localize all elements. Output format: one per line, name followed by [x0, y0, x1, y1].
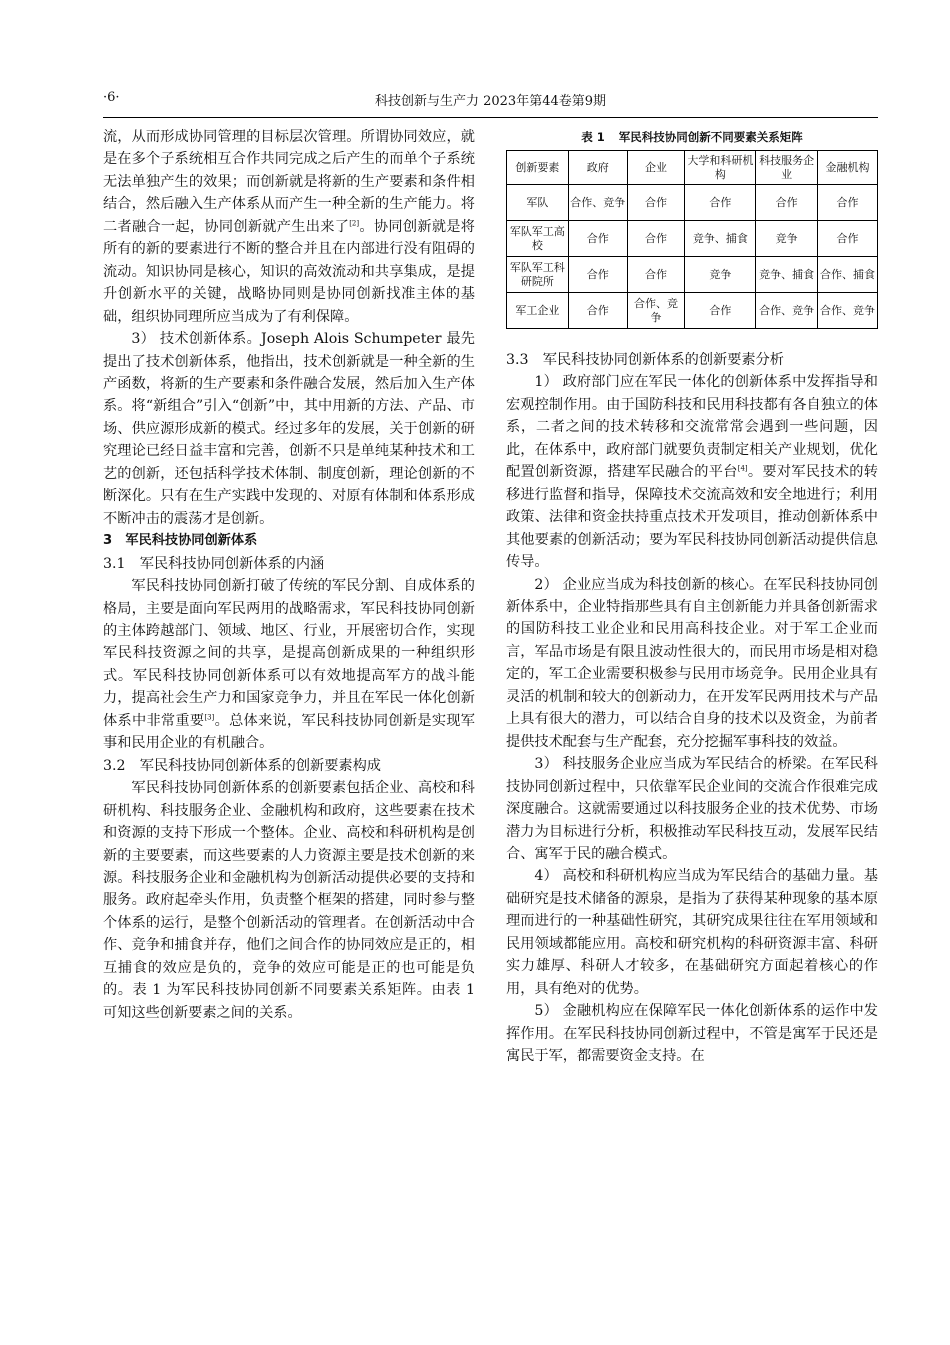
header-cell: 金融机构	[818, 151, 878, 185]
table-cell: 竞争、捕食	[685, 221, 756, 257]
right-column	[506, 349, 878, 1068]
row-label: 军工企业	[507, 293, 569, 329]
table-cell: 合作	[568, 221, 627, 257]
table-row	[507, 257, 878, 293]
paragraph: 5） 金融机构应在保障军民一体化创新体系的运作中发挥作用。在军民科技协同创新过程中，不管是寓军于民还是寓民于军，都需要资金支持。在	[506, 1003, 878, 1065]
paragraph: 军民科技协同创新打破了传统的军民分割、自成体系的格局，主要是面向军民两用的战略需求，军民科技协同创新的主体跨越部门、领域、地区、行业，开展密切合作，实现军民科技资源之间的共享，是提高创新成果的一种组织形式。军民科技协同创新体系可以有效地提高军方的战斗能力，提高社会生产力和国家竞争力，并且在军民一体化创新体系中非常重要[3]。总体来说，军民科技协同创新是实现军事和民用企业的有机融合。	[103, 578, 475, 752]
left-column	[103, 126, 475, 1024]
subsection-heading: 3.2 军民科技协同创新体系的创新要素构成	[103, 757, 381, 774]
header-cell: 创新要素	[507, 151, 569, 185]
paragraph: 1） 政府部门应在军民一体化的创新体系中发挥指导和宏观控制作用。由于国防科技和民用科技都有各自独立的体系，二者之间的技术转移和交流常常会遇到一些问题，因此，在体系中，政府部门就要负责制定相关产业规划，优化配置创新资源，搭建军民融合的平台[4]。要对军民技术的转移进行监督和指导，保障技术交流高效和安全地进行；利用政策、法律和资金扶持重点技术开发项目，推动创新体系中其他要素的创新活动；要为军民科技协同创新活动提供信息传导。	[506, 374, 878, 571]
table-cell: 竞争、捕食	[756, 257, 818, 293]
table-row	[507, 293, 878, 329]
table-cell: 合作	[685, 293, 756, 329]
table-header-row	[507, 151, 878, 185]
paragraph: 4） 高校和科研机构应当成为军民结合的基础力量。基础研究是技术储备的源泉，是指为了获得某种现象的基本原理而进行的一种基础性研究，其研究成果往往在军用领域和民用领域都能应用。高校和研究机构的科研资源丰富、科研实力雄厚、科研人才较多，在基础研究方面起着核心的作用，具有绝对的优势。	[506, 868, 878, 997]
table-caption: 表 1 军民科技协同创新不同要素关系矩阵	[581, 130, 803, 144]
table-cell: 合作	[685, 185, 756, 221]
page-number: ·6·	[103, 90, 120, 105]
table-cell: 合作	[627, 221, 685, 257]
table-1	[506, 127, 878, 329]
table-cell: 合作	[818, 221, 878, 257]
row-label: 军队军工科研院所	[507, 257, 569, 293]
table-row	[507, 185, 878, 221]
journal-title: 科技创新与生产力 2023年第44卷第9期	[374, 94, 607, 109]
subsection-heading: 3.3 军民科技协同创新体系的创新要素分析	[506, 352, 784, 368]
table-cell: 合作	[627, 185, 685, 221]
header-rule	[103, 117, 878, 118]
table-row	[507, 221, 878, 257]
paragraph: 2） 企业应当成为科技创新的核心。在军民科技协同创新体系中，企业特指那些具有自主创新能力并具备创新需求的国防科技工业企业和民用高科技企业。对于军工企业而言，军品市场是有限且波动性很大的，而民用市场是相对稳定的，军工企业需要积极参与民用市场竞争。民用企业具有灵活的机制和较大的创新动力，在开发军民两用技术与产品上具有很大的潜力，可以结合自身的技术以及资金，为前者提供技术配套与生产配套，充分挖掘军事科技的效益。	[506, 576, 878, 750]
table-cell: 合作、竞争	[818, 293, 878, 329]
paragraph: 3） 技术创新体系。Joseph Alois Schumpeter 最先提出了技术创新体系，他指出，技术创新就是一种全新的生产函数，将新的生产要素和条件融合发展，然后加入生产体系。将“新组合”引入“创新”中，其中用新的方法、产品、市场、供应源形成新的模式。经过多年的发展，关于创新的研究理论已经日益丰富和完善，创新不只是单纯某种技术和工艺的创新，还包括科学技术体制、制度创新，理论创新的不断深化。只有在生产实践中发现的、对原有体制和体系形成不断冲击的震荡才是创新。	[103, 331, 475, 527]
paragraph: 军民科技协同创新体系的创新要素包括企业、高校和科研机构、科技服务企业、金融机构和政府，这些要素在技术和资源的支持下形成一个整体。企业、高校和科研机构是创新的主要要素，而这些要素的人力资源主要是技术创新的来源。科技服务企业和金融机构为创新活动提供必要的支持和服务。政府起牵头作用，负责整个框架的搭建，同时参与整个体系的运行，是整个创新活动的管理者。在创新活动中合作、竞争和捕食并存，他们之间合作的协同效应是正的，相互捕食的效应是负的，竞争的效应可能是正的也可能是负的。表 1 为军民科技协同创新不同要素关系矩阵。由表 1 可知这些创新要素之间的关系。	[103, 780, 475, 1021]
table-cell: 合作	[627, 257, 685, 293]
table-cell: 合作	[568, 257, 627, 293]
header-cell: 企业	[627, 151, 685, 185]
row-label: 军队军工高校	[507, 221, 569, 257]
section-heading: 3 军民科技协同创新体系	[103, 533, 258, 549]
row-label: 军队	[507, 185, 569, 221]
table-cell: 合作、竞争	[756, 293, 818, 329]
paragraph: 流，从而形成协同管理的目标层次管理。所谓协同效应，就是在多个子系统相互合作共同完成之后产生的而单个子系统无法单独产生的效果；而创新就是将新的生产要素和条件相结合，然后融入生产体系从而产生一种全新的生产能力。将二者融合一起，协同创新就产生出来了[2]。协同创新就是将所有的新的要素进行不断的整合并且在内部进行没有阻碍的流动。知识协同是核心，知识的高效流动和共享集成，是提升创新水平的关键，战略协同则是协同创新找准主体的基础，组织协同理所应当成为了有利保障。	[103, 129, 475, 325]
table-cell: 合作、竞争	[627, 293, 685, 329]
citation: [2]	[349, 219, 360, 228]
table-cell: 合作	[568, 293, 627, 329]
paragraph: 3） 科技服务企业应当成为军民结合的桥梁。在军民科技协同创新过程中，只依靠军民企业间的交流合作很难完成深度融合。这就需要通过以科技服务企业的技术优势、市场潜力为目标进行分析，积极推动军民科技互动，发展军民结合、寓军于民的融合模式。	[506, 756, 878, 862]
table-cell: 竞争	[685, 257, 756, 293]
table-cell: 合作	[756, 185, 818, 221]
subsection-heading: 3.1 军民科技协同创新体系的内涵	[103, 555, 325, 572]
running-header	[103, 88, 878, 110]
header-cell: 大学和科研机构	[685, 151, 756, 185]
table-cell: 合作	[818, 185, 878, 221]
citation: [4]	[737, 464, 748, 473]
table-cell: 合作、竞争	[568, 185, 627, 221]
header-cell: 科技服务企业	[756, 151, 818, 185]
table-cell: 合作、捕食	[818, 257, 878, 293]
citation: [3]	[204, 713, 215, 722]
table-cell: 竞争	[756, 221, 818, 257]
header-cell: 政府	[568, 151, 627, 185]
relation-matrix	[506, 150, 878, 329]
